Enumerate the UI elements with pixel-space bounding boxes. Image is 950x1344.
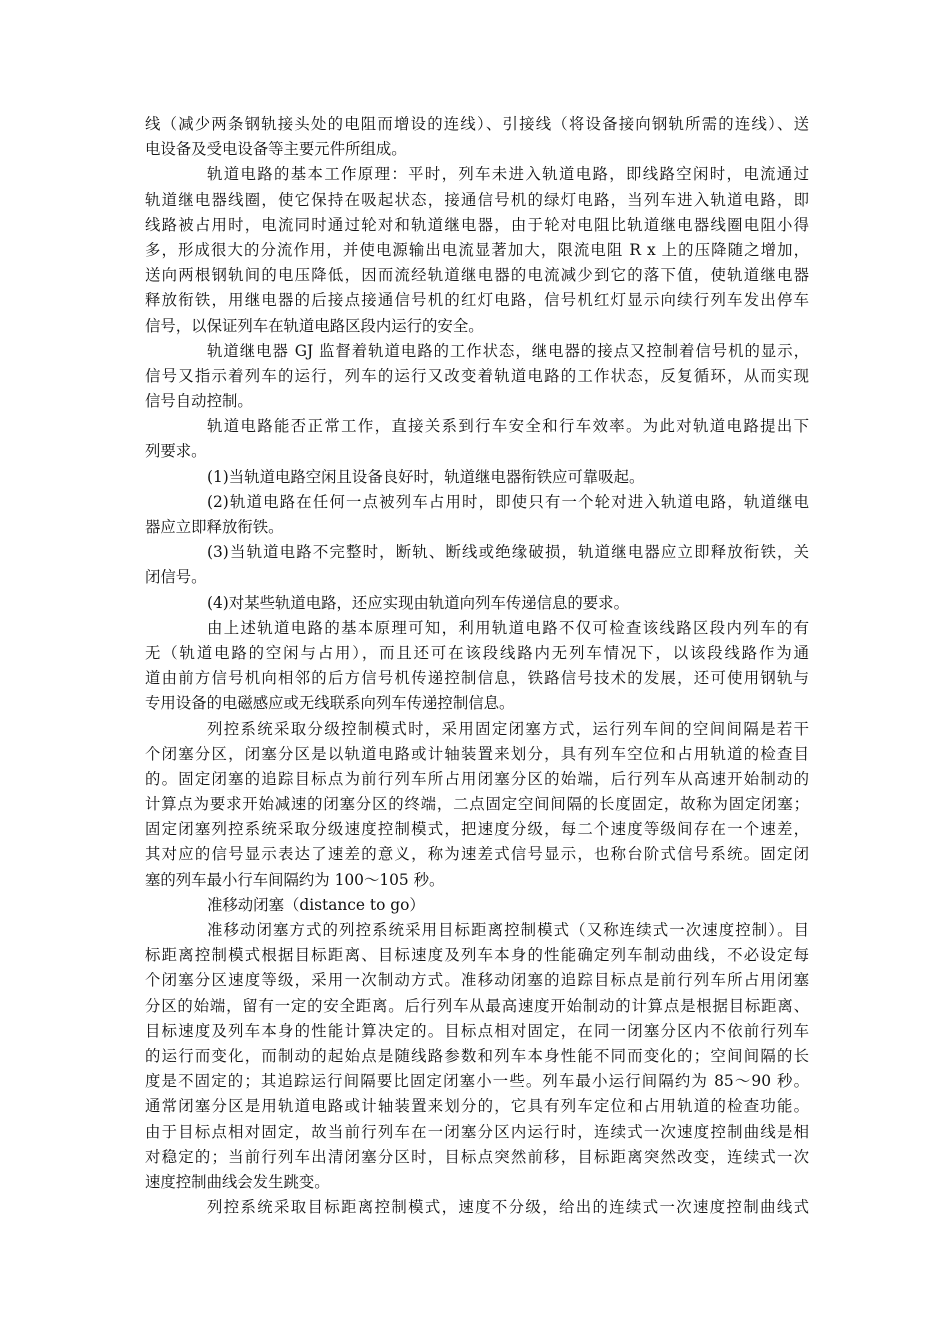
- text-line: 计算点为要求开始减速的闭塞分区的终端，二点固定空间间隔的长度固定，故称为固定闭塞；: [145, 795, 809, 814]
- text-line: 闭信号。: [145, 568, 207, 587]
- text-line: 电设备及受电设备等主要元件所组成。: [145, 140, 407, 159]
- text-line: 器应立即释放衔铁。: [145, 518, 284, 536]
- text-line: 线（减少两条钢轨接头处的电阻而增设的连线）、引接线（将设备接向钢轨所需的连线）、送: [145, 115, 809, 133]
- text-line: 专用设备的电磁感应或无线联系向列车传递控制信息。: [145, 694, 515, 713]
- document-page: [145, 112, 809, 1220]
- text-line: 列控系统采取目标距离控制模式，速度不分级，给出的连续式一次速度控制曲线式: [207, 1198, 809, 1217]
- text-line: 轨道继电器线圈，使它保持在吸起状态，接通信号机的绿灯电路，当列车进入轨道电路，即: [145, 190, 809, 209]
- text-line: 列控系统采取分级控制模式时，采用固定闭塞方式，运行列车间的空间间隔是若干: [207, 719, 809, 738]
- text-line: 轨道电路的基本工作原理：平时，列车未进入轨道电路，即线路空闲时，电流通过: [207, 165, 809, 184]
- text-line: 送向两根钢轨间的电压降低，因而流经轨道继电器的电流减少到它的落下值，使轨道继电器: [145, 266, 809, 285]
- text-line: 度是不固定的；其追踪运行间隔要比固定闭塞小一些。列车最小运行间隔约为 85～90 秒。: [145, 1072, 809, 1091]
- text-line: 其对应的信号显示表达了速差的意义，称为速差式信号显示，也称台阶式信号系统。固定闭: [145, 845, 809, 864]
- text-line: 准移动闭塞（distance to go）: [207, 895, 425, 914]
- text-line: 通常闭塞分区是用轨道电路或计轴装置来划分的，它具有列车定位和占用轨道的检查功能。: [145, 1097, 809, 1116]
- text-line: 分区的始端，留有一定的安全距离。后行列车从最高速度开始制动的计算点是根据目标距离、: [145, 996, 809, 1015]
- text-line: 多，形成很大的分流作用，并使电源输出电流显著加大，限流电阻 R x 上的压降随之增加，: [145, 240, 809, 259]
- text-line: 塞的列车最小行车间隔约为 100～105 秒。: [145, 870, 445, 889]
- text-line: 轨道继电器 GJ 监督着轨道电路的工作状态，继电器的接点又控制着信号机的显示，: [207, 341, 809, 360]
- text-line: 目标速度及列车本身的性能计算决定的。目标点相对固定，在同一闭塞分区内不依前行列车: [145, 1021, 809, 1040]
- text-line: (4)对某些轨道电路，还应实现由轨道向列车传递信息的要求。: [207, 593, 629, 612]
- text-line: 列要求。: [145, 442, 207, 461]
- text-line: 无（轨道电路的空闲与占用），而且还可在该段线路内无列车情况下，以该段线路作为通: [145, 643, 809, 662]
- text-line: 信号，以保证列车在轨道电路区段内运行的安全。: [145, 316, 484, 335]
- text-line: 个闭塞分区，闭塞分区是以轨道电路或计轴装置来划分，具有列车空位和占用轨道的检查目: [145, 744, 809, 763]
- text-line: 固定闭塞列控系统采取分级速度控制模式，把速度分级，每二个速度等级间存在一个速差，: [145, 820, 809, 839]
- text-line: 由于目标点相对固定，故当前行列车在一闭塞分区内运行时，连续式一次速度控制曲线是相: [145, 1122, 809, 1141]
- text-line: 准移动闭塞方式的列控系统采用目标距离控制模式（又称连续式一次速度控制）。目: [207, 921, 809, 939]
- text-line: 速度控制曲线会发生跳变。: [145, 1172, 330, 1191]
- text-line: (1)当轨道电路空闲且设备良好时，轨道继电器衔铁应可靠吸起。: [207, 467, 645, 486]
- text-line: 线路被占用时，电流同时通过轮对和轨道继电器，由于轮对电阻比轨道继电器线圈电阻小得: [145, 215, 809, 234]
- text-line: 标距离控制模式根据目标距离、目标速度及列车本身的性能确定列车制动曲线，不必设定每: [145, 946, 809, 965]
- text-line: (3)当轨道电路不完整时，断轨、断线或绝缘破损，轨道继电器应立即释放衔铁，关: [207, 543, 809, 562]
- text-line: 的运行而变化，而制动的起始点是随线路参数和列车本身性能不同而变化的；空间间隔的长: [145, 1046, 809, 1065]
- text-line: 道由前方信号机向相邻的后方信号机传递控制信息，铁路信号技术的发展，还可使用钢轨与: [145, 669, 809, 688]
- text-line: 由上述轨道电路的基本原理可知，利用轨道电路不仅可检查该线路区段内列车的有: [207, 618, 809, 637]
- text-line: 个闭塞分区速度等级，采用一次制动方式。准移动闭塞的追踪目标点是前行列车所占用闭塞: [145, 971, 809, 990]
- text-line: 信号又指示着列车的运行，列车的运行又改变着轨道电路的工作状态，反复循环，从而实现: [145, 366, 809, 385]
- text-line: (2)轨道电路在任何一点被列车占用时，即使只有一个轮对进入轨道电路，轨道继电: [207, 492, 809, 511]
- text-line: 的。固定闭塞的追踪目标点为前行列车所占用闭塞分区的始端，后行列车从高速开始制动的: [145, 769, 809, 788]
- text-line: 对稳定的；当前行列车出清闭塞分区时，目标点突然前移，目标距离突然改变，连续式一次: [145, 1147, 809, 1166]
- text-line: 释放衔铁，用继电器的后接点接通信号机的红灯电路，信号机红灯显示向续行列车发出停车: [145, 291, 809, 310]
- text-line: 轨道电路能否正常工作，直接关系到行车安全和行车效率。为此对轨道电路提出下: [207, 417, 809, 436]
- text-line: 信号自动控制。: [145, 392, 253, 411]
